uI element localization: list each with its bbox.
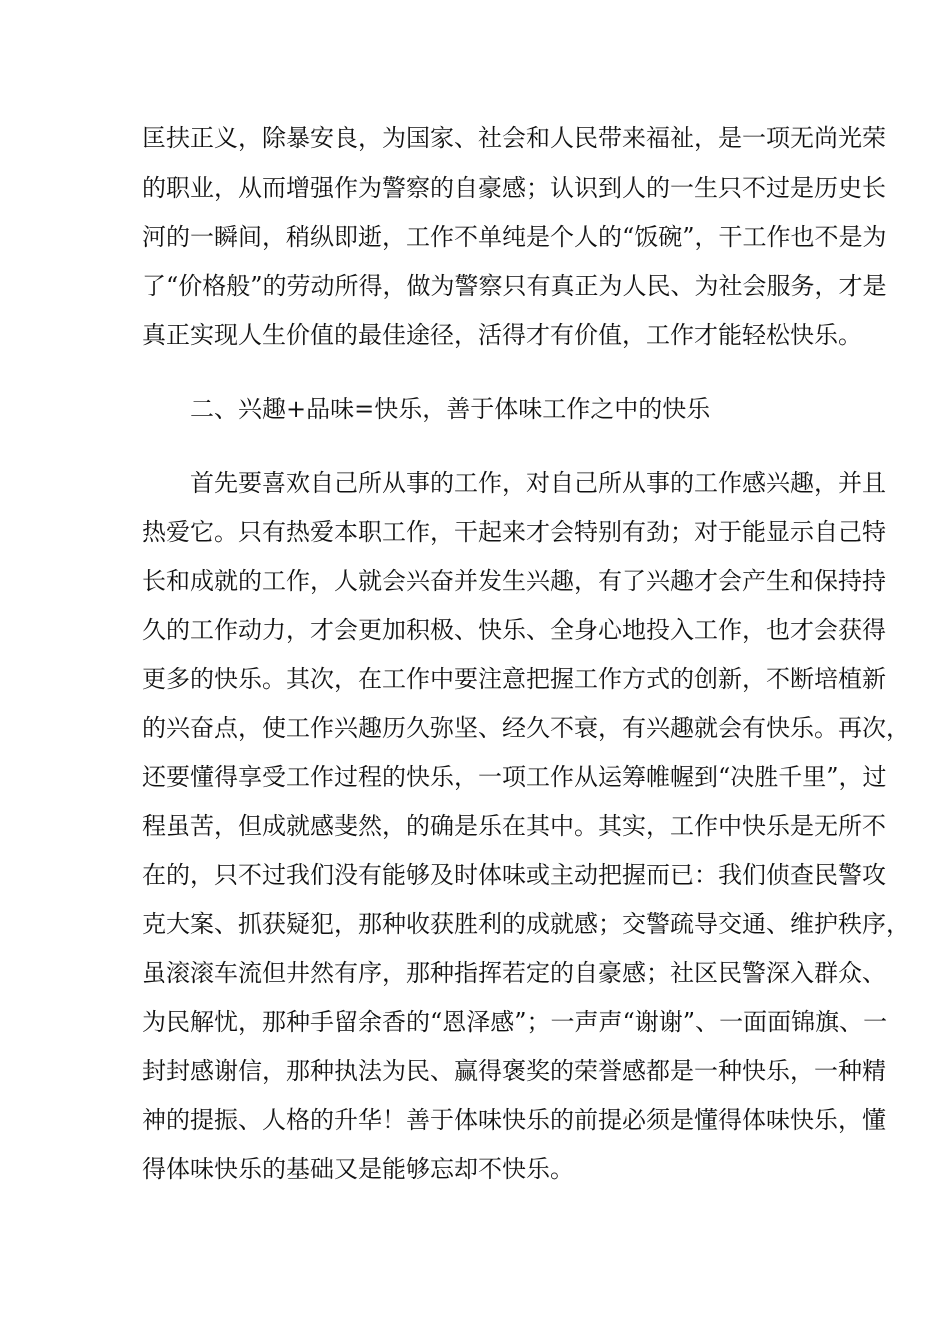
paragraph-line: 热爱它。只有热爱本职工作，干起来才会特别有劲；对于能显示自己特 bbox=[142, 518, 886, 546]
paragraph-line: 为民解忧，那种手留余香的“恩泽感”；一声声“谢谢”、一面面锦旗、一 bbox=[142, 1008, 888, 1036]
section-heading: 二、兴趣+品味=快乐，善于体味工作之中的快乐 bbox=[190, 395, 711, 423]
paragraph-line: 在的，只不过我们没有能够及时体味或主动把握而已：我们侦查民警攻 bbox=[142, 861, 886, 889]
paragraph-line: 真正实现人生价值的最佳途径，活得才有价值，工作才能轻松快乐。 bbox=[142, 321, 862, 349]
paragraph-line: 的兴奋点，使工作兴趣历久弥坚、经久不衰，有兴趣就会有快乐。再次， bbox=[142, 714, 910, 742]
paragraph-line: 封封感谢信，那种执法为民、赢得褒奖的荣誉感都是一种快乐，一种精 bbox=[142, 1057, 886, 1085]
paragraph-line: 还要懂得享受工作过程的快乐，一项工作从运筹帷幄到“决胜千里”，过 bbox=[142, 763, 887, 791]
paragraph-line: 匡扶正义，除暴安良，为国家、社会和人民带来福祉，是一项无尚光荣 bbox=[142, 124, 886, 152]
paragraph-line: 程虽苦，但成就感斐然，的确是乐在其中。其实，工作中快乐是无所不 bbox=[142, 812, 886, 840]
paragraph-line: 更多的快乐。其次，在工作中要注意把握工作方式的创新，不断培植新 bbox=[142, 665, 886, 693]
paragraph-line: 虽滚滚车流但井然有序，那种指挥若定的自豪感；社区民警深入群众、 bbox=[142, 959, 886, 987]
paragraph-line: 久的工作动力，才会更加积极、快乐、全身心地投入工作，也才会获得 bbox=[142, 616, 886, 644]
paragraph-line: 神的提振、人格的升华！善于体味快乐的前提必须是懂得体味快乐，懂 bbox=[142, 1106, 886, 1134]
paragraph-line: 得体味快乐的基础又是能够忘却不快乐。 bbox=[142, 1155, 574, 1183]
paragraph-line: 的职业，从而增强作为警察的自豪感；认识到人的一生只不过是历史长 bbox=[142, 174, 886, 202]
paragraph-line: 首先要喜欢自己所从事的工作，对自己所从事的工作感兴趣，并且 bbox=[190, 469, 886, 497]
paragraph-line: 了“价格般”的劳动所得，做为警察只有真正为人民、为社会服务，才是 bbox=[142, 272, 887, 300]
paragraph-line: 克大案、抓获疑犯，那种收获胜利的成就感；交警疏导交通、维护秩序， bbox=[142, 910, 910, 938]
paragraph-line: 河的一瞬间，稍纵即逝，工作不单纯是个人的“饭碗”，干工作也不是为 bbox=[142, 223, 887, 251]
paragraph-line: 长和成就的工作，人就会兴奋并发生兴趣，有了兴趣才会产生和保持持 bbox=[142, 567, 886, 595]
